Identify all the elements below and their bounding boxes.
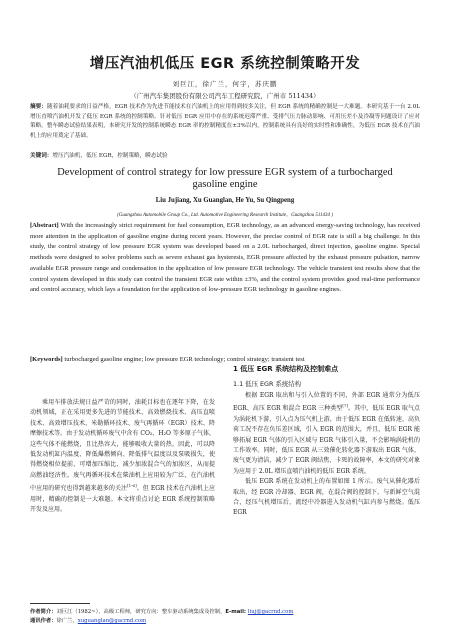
authors-cn: 刘巨江，徐广兰，何宇，苏庆鹏 [172, 80, 278, 88]
paper-title-en: Development of control strategy for low pressure EGR system of a turbocharged gasoline engine [57, 167, 393, 190]
keywords-cn-label: 关键词： [30, 153, 53, 159]
footnote-email-label: E-mail: [225, 609, 248, 615]
abstract-en-label: [Abstract] [30, 222, 59, 229]
abstract-en-text: With the increasingly strict requirement for fuel consumption, EGR technology, as an advanced energy-saving technology, has received more attention in the application of gasoline engine during recent years. However, the precise control of EGR rate is still a big challenge. In this study, the control strategy of low pressure EGR system was developed based on a 2.0L turbocharged, direct injection, gasoline engine. Special methods were designed to solve problems such as severe exhaust gas hysteresis, EGR pressure affected by the exhaust pressure pulsation, narrow available EGR pressure range and condensation in the application of low pressure EGR technology. The vehicle transient test results show that the control system developed in this study can control the transient EGR rate within ±3%, and the control system provides good real-time performance and control accuracy, which lays a foundation for the application of low-pressure EGR technology in gasoline engines. [30, 222, 420, 294]
keywords-en-text: turbocharged gasoline engine; low pressure EGR technology; control strategy; transient test [62, 356, 305, 363]
section-1-1-paragraph-1 [233, 391, 420, 477]
intro-citation[interactable]: [1-6] [127, 483, 137, 489]
section-1-1-text-b: 。其中，低压 EGR 取气点为涡轮机下游，引入点为压气机上游，由于低压 EGR 在低转速、高负荷工况不存在负压差区域，引入 EGR 的范围大，并且，低压 EGR 能够拓展 EGR 气体的引入区域与 EGR 气体引入量，不会影响涡轮机的工作效率。同时，低压 EGR 从三效催化转化器下游取出 EGR 气体，废气更为清洁，减少了 EGR 阀结焦、卡死的故障率，本文的研究对象为应用于 2.0L 增压直喷汽油机的低压 EGR 系统。 [233, 405, 420, 475]
section-1-1-heading: 1.1 低压 EGR 系统结构 [233, 380, 302, 388]
paper-title-cn: 增压汽油机低压 EGR 系统控制策略开发 [89, 56, 361, 72]
author-email-link[interactable]: liuj@gacrnd.com [247, 609, 294, 615]
section-1-column [233, 364, 420, 519]
abstract-cn-label: 摘要： [30, 104, 47, 110]
section-1-1-citation[interactable]: [7] [342, 403, 349, 409]
introduction-column [30, 398, 215, 515]
section-1-1-paragraph-2: 低压 EGR 系统在发动机上的布置如图 1 所示。废气从催化器后取出，经 EGR 冷却器、EGR 阀，在混合阀的控制下，与新鲜空气混合，经压气机增压后，流经中冷器进入发动机气缸内参与燃烧。低压 EGR [233, 478, 420, 517]
abstract-cn [30, 103, 420, 141]
intro-text: 乘用车排放法规日益严苛的同时，油耗目标也在逐年下降，在发动机领域，正在采用更多先进的节能技术，高效燃烧技术、高压直喷技术、高效增压技术、米勒循环技术、废气再循环（EGR）技术、降摩擦技术等。由于发动机循环废气中含有 CO₂、H₂O 等多原子气体，这些气体不能燃烧，且比热容大，能够吸收大量的热。因此，可以降低发动机缸内温度、降低爆燃倾向、降低排气温度以及泵吸损失，使得燃烧相位提前、可增加压缩比、减少加浓混合气的加浓区，从而提高燃油经济性。废气再循环技术在柴油机上应用较为广泛，在汽油机中应用的研究也得到越来越多的关注 [30, 399, 215, 493]
affiliation-en: (Guangzhou Automobile Group Co., Ltd. Automotive Engineering Research Institute，Guangzhou 511434 ) [117, 213, 333, 218]
footnote-author [30, 608, 420, 616]
keywords-en-label: [Keywords] [30, 356, 63, 363]
section-1-1-text-a: 根据 EGR 取出和与引入位置的不同，外部 EGR 通常分为低压 EGR、高压 EGR 和混合 EGR 三种类型 [233, 392, 420, 413]
section-1-heading: 1 低压 EGR 系统结构及控制难点 [233, 365, 339, 373]
footnote-corresponding [30, 617, 420, 625]
affiliation-cn: （广州汽车集团股份有限公司汽车工程研究院，广州市 511434） [130, 92, 320, 100]
footnote-author-text: 刘巨江（1982~），高级工程师，研究方向：整车驱动系统集成及控制， [56, 609, 226, 615]
footnote-corresponding-label: 通讯作者： [30, 618, 57, 624]
abstract-cn-text: 随着油耗要求的日益严格，EGR 技术作为先进节能技术在汽油机上的应用得到较多关注，但 EGR 系统的精确控制是一大难题。本研究基于一台 2.0L 增压直喷汽油机开发了低压 EGR 系统的控制策略。针对低压 EGR 应用中存在的系统迟滞严重、受排气压力脉动影响、可用压差小及冷凝等问题设计了应对策略。整车瞬态试验结果表明，本研究开发的控制系统瞬态 EGR 率的控制精度在±3%以内，控制系统具有良好的实时性和准确性，为低压 EGR 技术在汽油机上的应用奠定了基础。 [30, 104, 420, 139]
intro-text-2: 。但 EGR 技术在汽油机上应用时，精确的控制是一大难题。本文将重点讨论 EGR 系统控制策略开发及应用。 [30, 485, 215, 514]
footnote-author-label: 作者简介： [30, 609, 57, 615]
corresponding-email-link[interactable]: xuguanglan@gacrnd.com [77, 618, 147, 624]
authors-en: Liu Jujiang, Xu Guanglan, He Yu, Su Qingpeng [155, 197, 295, 204]
footnote-divider [30, 603, 90, 604]
abstract-en [30, 221, 420, 296]
intro-paragraph [30, 398, 215, 515]
footnote-corresponding-text: 徐广兰， [56, 618, 78, 624]
keywords-cn [30, 152, 420, 162]
keywords-cn-text: 增压汽油机，低压 EGR，控制策略，瞬态试验 [52, 153, 168, 159]
